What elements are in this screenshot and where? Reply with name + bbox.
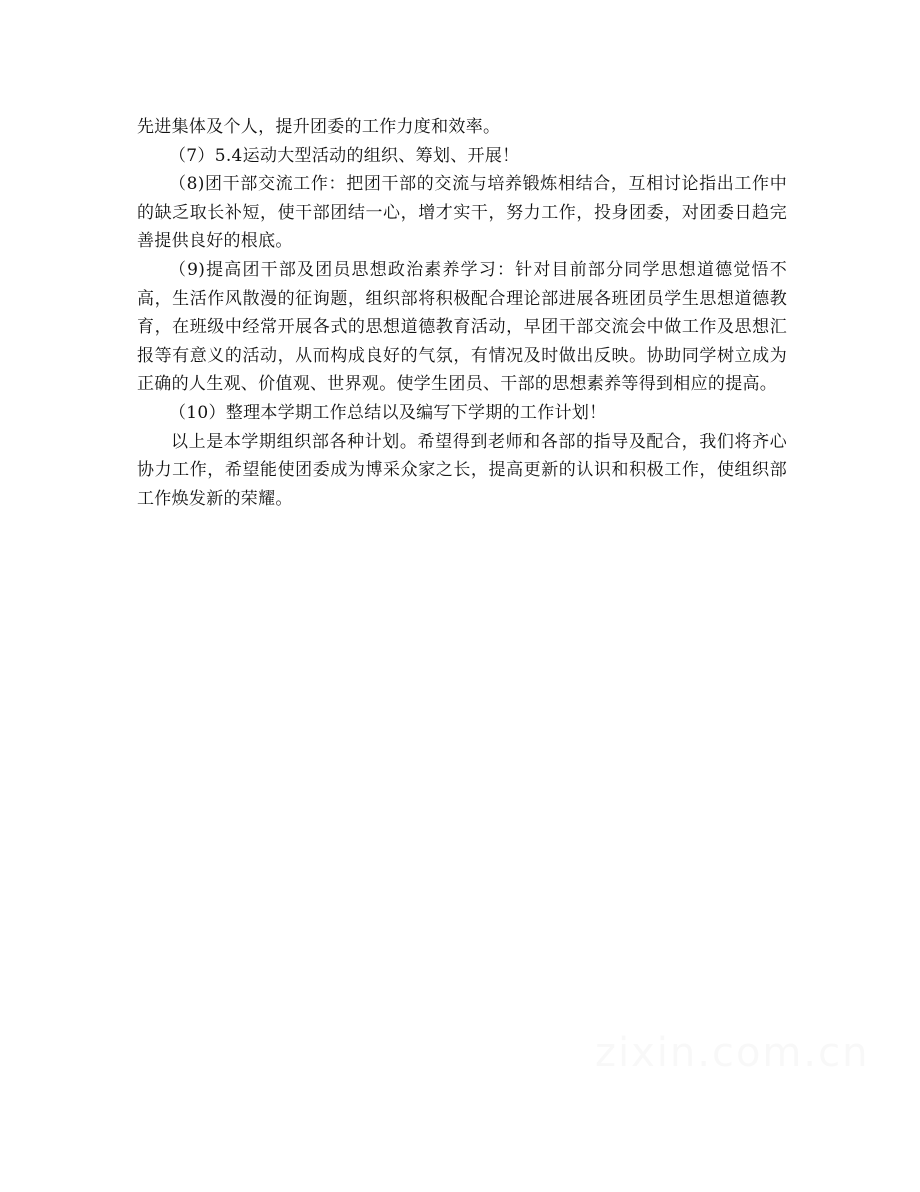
document-body: [137, 113, 787, 513]
paragraph-item-10: （10）整理本学期工作总结以及编写下学期的工作计划！: [169, 402, 607, 423]
paragraph-item-9: （9)提高团干部及团员思想政治素养学习：针对目前部分同学思想道德觉悟不高，生活作风散漫的征询题，组织部将积极配合理论部进展各班团员学生思想道德教育，在班级中经常开展各式的思想道德教育活动，早团干部交流会中做工作及思想汇报等有意义的活动，从而构成良好的气氛，有情况及时做出反映。协助同学树立成为正确的人生观、价值观、世界观。使学生团员、干部的思想素养等得到相应的提高。: [137, 259, 787, 395]
paragraph-item-8: （8)团干部交流工作：把团干部的交流与培养锻炼相结合，互相讨论指出工作中的缺乏取长补短，使干部团结一心，增才实干，努力工作，投身团委，对团委日趋完善提供良好的根底。: [137, 174, 787, 252]
paragraph-continuation: 先进集体及个人，提升团委的工作力度和效率。: [137, 117, 501, 137]
paragraph-item-7: （7）5.4运动大型活动的组织、筹划、开展！: [169, 145, 520, 166]
watermark: zixin.com.cn: [595, 1030, 870, 1076]
paragraph-conclusion: 以上是本学期组织部各种计划。希望得到老师和各部的指导及配合，我们将齐心协力工作，希望能使团委成为博采众家之长，提高更新的认识和积极工作，使组织部工作焕发新的荣耀。: [137, 431, 787, 509]
